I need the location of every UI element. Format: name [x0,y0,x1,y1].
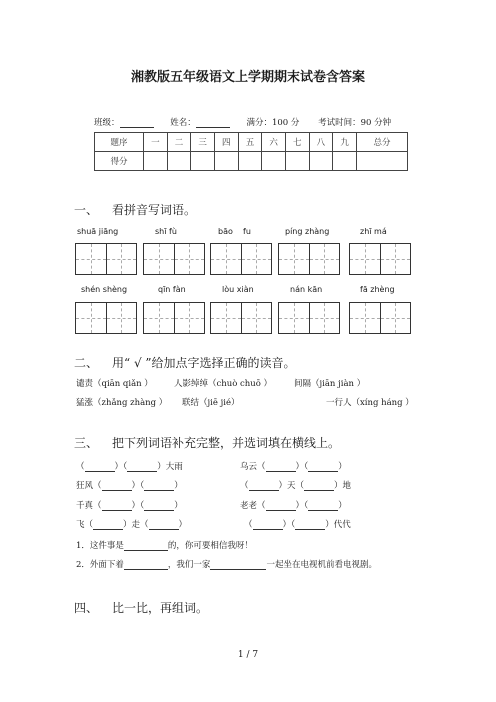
class-label: 班级： [94,118,120,128]
pronunciation-item[interactable]: 一行人（xíng háng ） [326,398,414,408]
pinyin-label: qīn fàn [158,285,186,294]
table-cell: 二 [167,133,191,152]
pronunciation-item[interactable]: 间隔（jiān jiàn ） [294,379,366,389]
score-cell[interactable] [309,152,333,171]
fill-blank[interactable] [144,501,174,511]
table-cell: 九 [333,133,357,152]
pinyin-label: nán kān [290,285,323,294]
fill-blank[interactable] [85,462,115,472]
idiom-item: （ ）天（ ）地 [240,481,352,491]
pinyin-label: zhī má [360,227,387,236]
pinyin-label: fā zhèng [360,285,395,294]
idiom-item: （ ）（ ）代代 [244,520,351,530]
name-label: 姓名： [170,118,196,128]
section-4-heading [74,599,208,616]
fill-blank[interactable] [102,501,132,511]
fill-blank[interactable] [304,481,334,491]
pinyin-label: shī fù [155,227,177,236]
fill-blank[interactable] [249,481,279,491]
fill-blank[interactable] [93,520,123,530]
table-cell: 总分 [357,133,408,152]
writing-box[interactable] [143,243,205,275]
fill-blank[interactable] [149,520,179,530]
fill-blank[interactable] [295,520,325,530]
writing-box[interactable] [349,302,411,334]
score-cell[interactable] [285,152,309,171]
table-cell: 七 [285,133,309,152]
section-title: 看拼音写词语。 [112,203,197,217]
section-title: 用“ √ ”给加点字选择正确的读音。 [112,356,296,370]
pronunciation-item[interactable]: 人影绰绰（chuò chuō ） [174,379,273,389]
section-2-heading [74,354,296,371]
score-cell[interactable] [214,152,238,171]
pinyin-label: lòu xiàn [222,285,254,294]
score-cell[interactable] [333,152,357,171]
name-blank[interactable] [196,118,230,128]
writing-box[interactable] [143,302,205,334]
idiom-item: 乌云（ ）（ ） [240,462,347,472]
section-number: 二、 [74,356,99,370]
table-cell: 一 [144,133,168,152]
fill-blank[interactable] [144,481,174,491]
section-1-heading [74,201,196,218]
writing-box[interactable] [210,302,272,334]
table-cell: 五 [238,133,262,152]
writing-box[interactable] [210,243,272,275]
section-number: 一、 [74,203,99,217]
pinyin-label: píng zhàng [285,227,330,236]
idiom-item: 老老（ ）（ ） [240,501,347,511]
student-info [94,116,391,128]
fill-blank[interactable] [308,501,338,511]
fill-blank[interactable] [210,560,266,570]
page-title: 湘教版五年级语文上学期期末试卷含答案 [130,70,365,85]
idiom-item: （ ）（ ）大雨 [76,462,183,472]
section-title: 比一比，再组词。 [112,601,209,615]
section-number: 三、 [74,436,99,450]
section-number: 四、 [74,601,99,615]
fill-blank[interactable] [124,560,168,570]
table-cell: 得分 [95,152,144,171]
exam-time: 考试时间：90 分钟 [318,118,392,128]
pronunciation-item[interactable]: 谴责（qiān qiǎn ） [76,379,153,389]
table-row [95,133,408,152]
pronunciation-item[interactable]: 猛涨（zhǎng zhàng ） [76,398,168,408]
class-blank[interactable] [120,118,154,128]
score-cell[interactable] [262,152,286,171]
section-title: 把下列词语补充完整，并选词填在横线上。 [112,436,341,450]
writing-box[interactable] [349,243,411,275]
table-cell: 题序 [95,133,144,152]
score-cell[interactable] [167,152,191,171]
fill-blank[interactable] [127,462,157,472]
table-cell: 六 [262,133,286,152]
fill-blank[interactable] [266,462,296,472]
score-cell[interactable] [191,152,215,171]
pinyin-label: bāo fu [218,227,251,236]
page-number: 1 / 7 [237,650,259,660]
score-cell[interactable] [144,152,168,171]
writing-box[interactable] [278,243,340,275]
table-row [95,152,408,171]
idiom-item: 狂风（ ）（ ） [76,481,183,491]
idiom-item: 千真（ ）（ ） [76,501,183,511]
idiom-item: 飞（ ）走（ ） [76,520,188,530]
pinyin-label: shén shèng [81,285,128,294]
fill-sentence: 2．外面下着 ，我们一家 一起坐在电视机前看电视剧。 [76,560,377,570]
fill-blank[interactable] [308,462,338,472]
section-3-heading [74,434,340,451]
table-cell: 四 [214,133,238,152]
fill-blank[interactable] [253,520,283,530]
score-cell[interactable] [357,152,408,171]
table-cell: 八 [309,133,333,152]
fill-blank[interactable] [266,501,296,511]
writing-box[interactable] [278,302,340,334]
score-cell[interactable] [238,152,262,171]
score-table [94,132,408,171]
fill-blank[interactable] [102,481,132,491]
table-cell: 三 [191,133,215,152]
full-score: 满分：100 分 [246,118,300,128]
fill-sentence: 1．这件事是 的，你可要相信我呀！ [76,541,253,551]
writing-box[interactable] [75,243,137,275]
pronunciation-item[interactable]: 联结（jiē jié） [182,398,240,408]
pinyin-label: shuā jiāng [77,227,119,236]
writing-box[interactable] [75,302,137,334]
fill-blank[interactable] [124,541,168,551]
